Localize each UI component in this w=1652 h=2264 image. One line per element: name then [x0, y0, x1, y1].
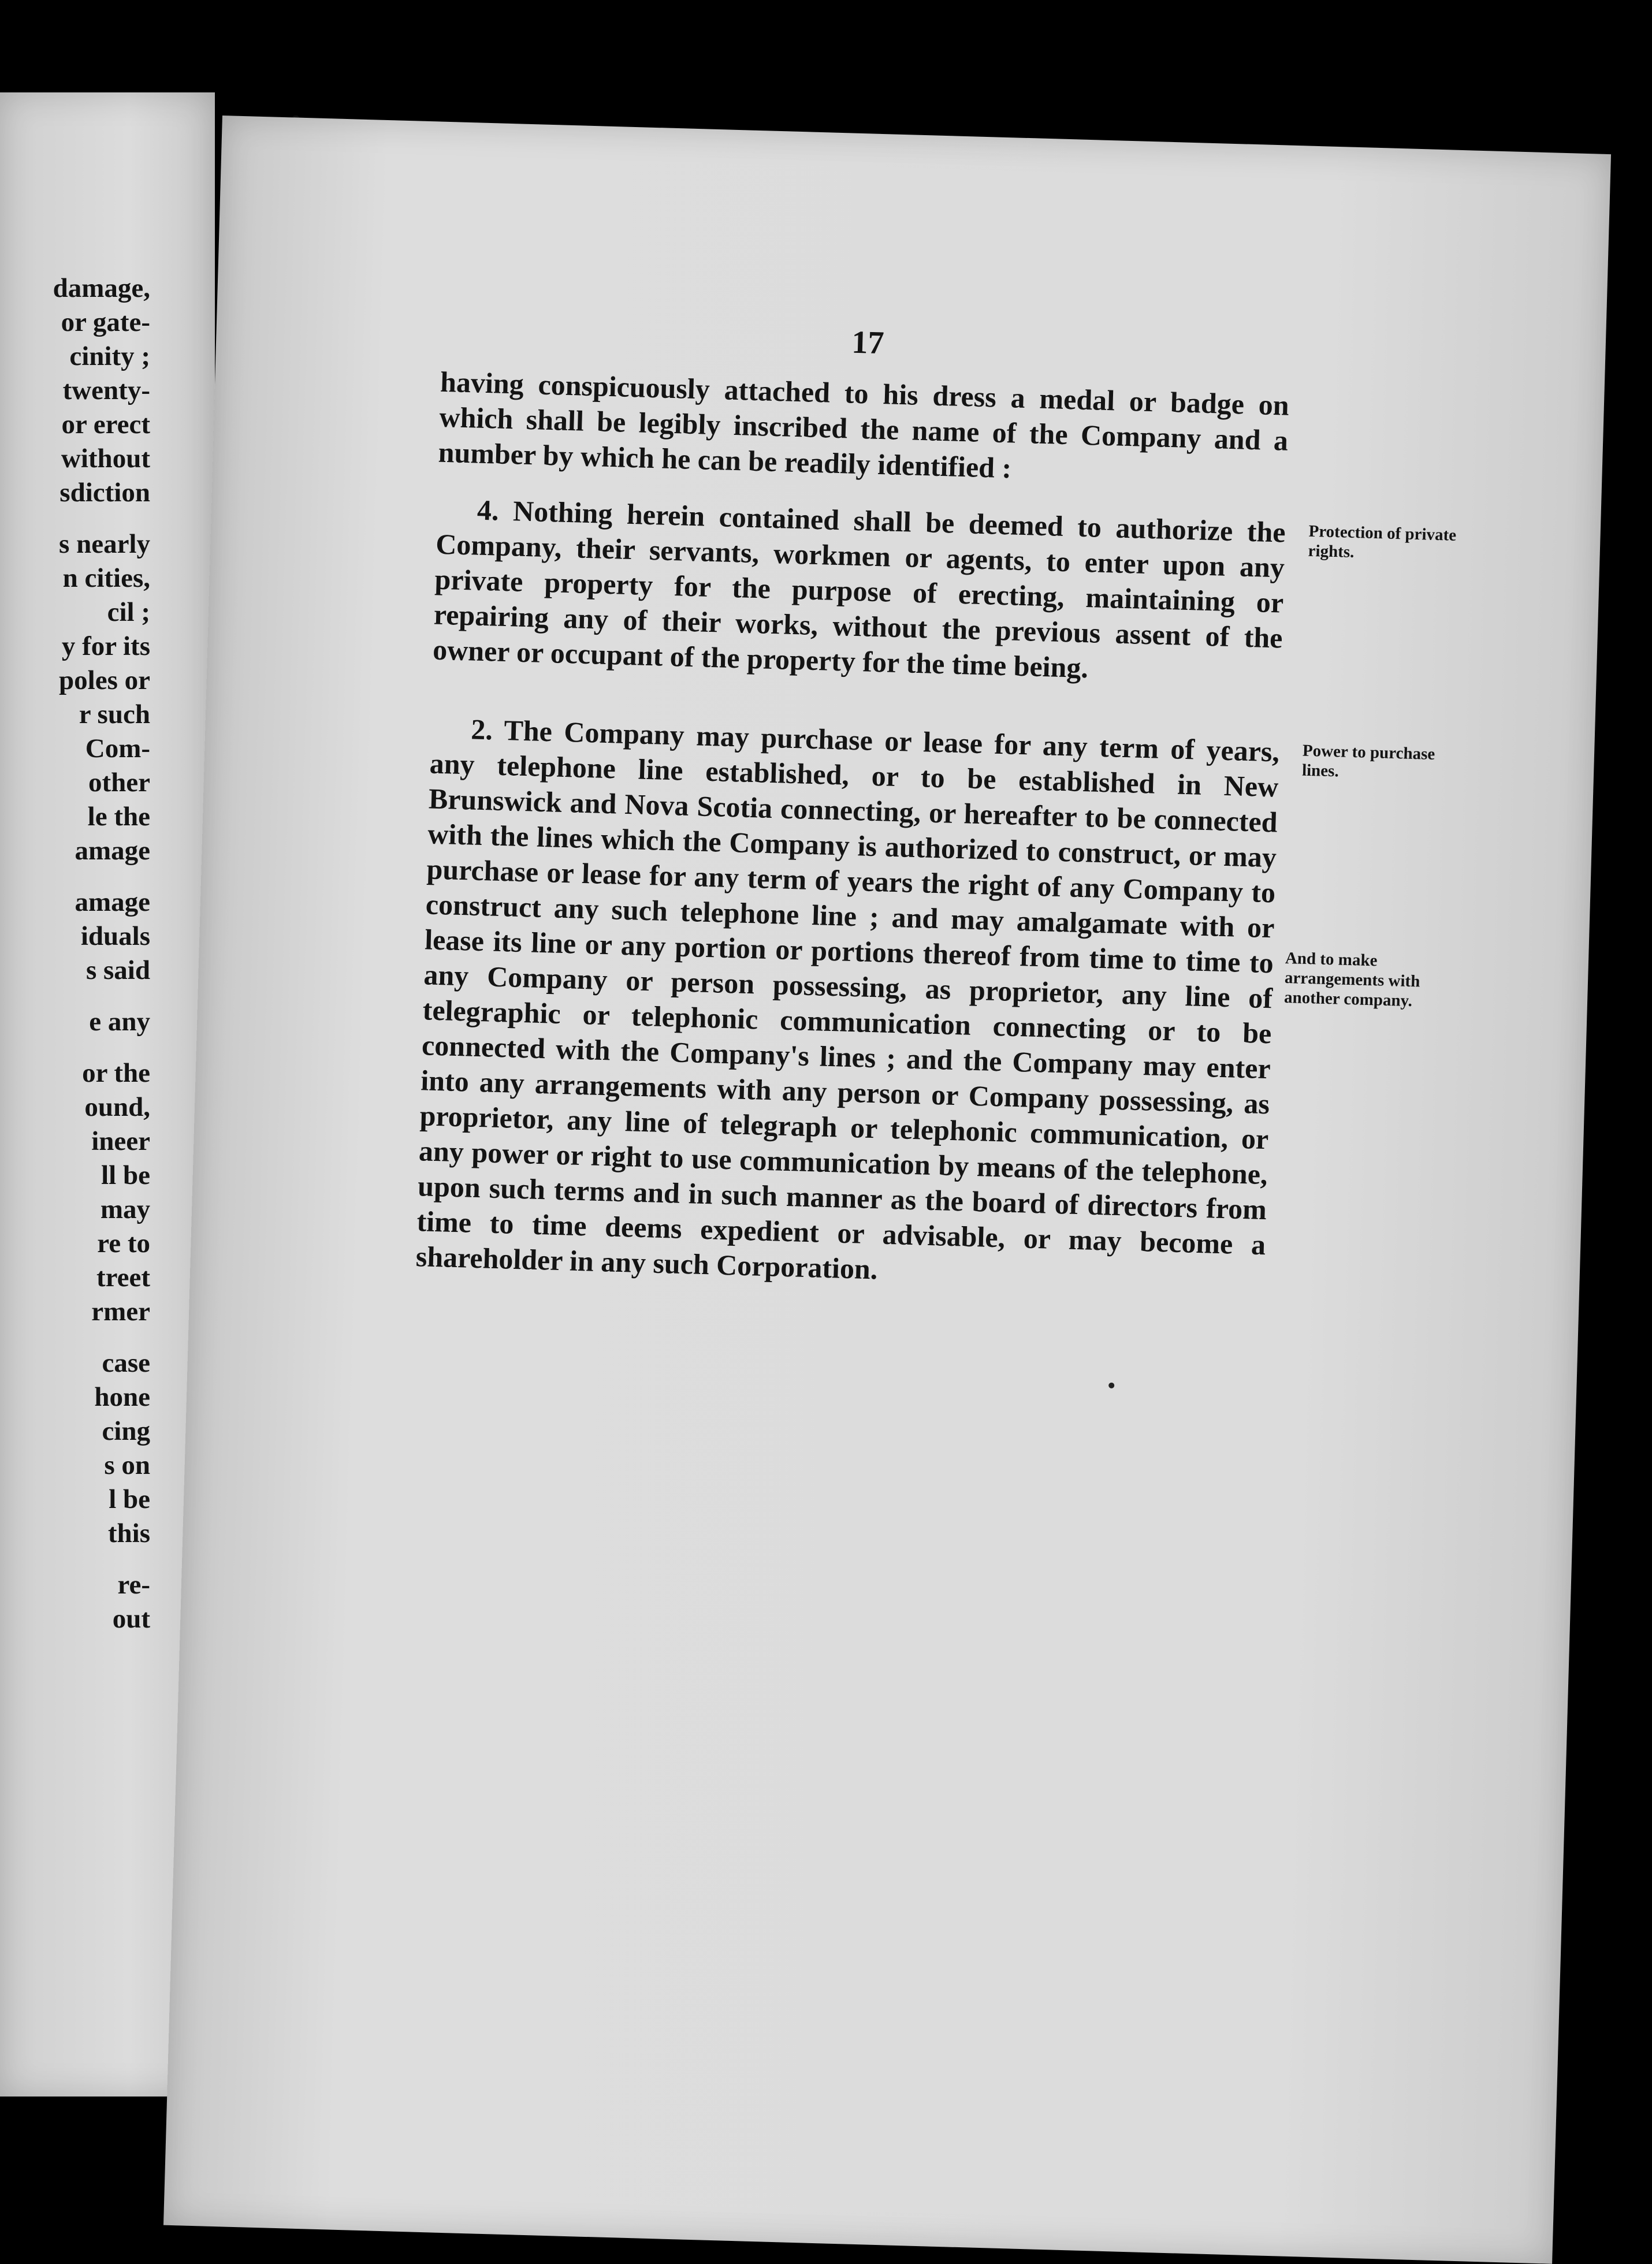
left-page-fragment: amage: [75, 887, 150, 917]
left-page-fragment: cing: [102, 1416, 150, 1446]
paragraph-continuation: [438, 364, 1290, 494]
left-page-fragment: s said: [85, 955, 150, 985]
left-page-fragment: may: [100, 1194, 150, 1224]
left-page-fragment: hone: [94, 1382, 150, 1412]
left-page-fragment: iduals: [80, 921, 150, 951]
left-page-fragment: l be: [109, 1484, 150, 1514]
left-page-fragment: treet: [96, 1263, 150, 1293]
left-page-fragment: re to: [97, 1228, 150, 1258]
paragraph-1: having conspicuously attached to his dress a medal or badge on which shall be legibly inscribed the name of the Company and a number by which he can be readily identified :: [438, 365, 1290, 485]
page-number: 17: [851, 324, 885, 362]
section-4-block: [432, 491, 1286, 691]
left-page-fragment: y for its: [61, 631, 150, 661]
marginal-note-power-to-purchase: Power to purchase lines.: [1301, 741, 1435, 781]
section-2-block: [415, 710, 1280, 1298]
left-page-fragment: or the: [82, 1058, 150, 1088]
left-page-fragment: out: [112, 1604, 150, 1634]
left-page-fragment: n cities,: [62, 563, 150, 593]
left-page-fragment: cil ;: [107, 597, 150, 627]
left-page-fragment: without: [61, 444, 150, 474]
left-page-fragment: rmer: [91, 1297, 150, 1327]
left-page-fragment: or gate-: [61, 307, 150, 337]
left-page-fragment: sdiction: [59, 478, 150, 508]
left-page-fragment: poles or: [59, 665, 150, 695]
left-page-fragment: ound,: [84, 1092, 150, 1122]
left-page-fragment: this: [107, 1518, 150, 1548]
right-page: [163, 116, 1611, 2264]
left-page-fragment: r such: [79, 699, 150, 729]
left-page-fragment: case: [102, 1348, 150, 1378]
left-page-fragment: ineer: [91, 1126, 150, 1156]
left-page-fragment: or erect: [61, 409, 150, 440]
left-page-fragment: damage,: [53, 273, 150, 303]
left-page-fragment: le the: [87, 802, 150, 832]
left-page-fragment: re-: [117, 1570, 150, 1600]
left-page-fragment: ll be: [101, 1160, 150, 1190]
left-page-fragment: e any: [89, 1007, 150, 1037]
left-page-fragment: s nearly: [59, 529, 150, 559]
left-page-fragment: amage: [75, 836, 150, 866]
left-page-fragment: cinity ;: [69, 341, 150, 371]
left-page-fragment: other: [88, 768, 150, 798]
paragraph-section-4: 4. Nothing herein contained shall be deemed to authorize the Company, their servants, workmen or agents, to enter upon any private property for the purpose of erecting, maintaining or repairing any of their works, without the previous assent of the owner or occupant of the property for the time being.: [432, 493, 1286, 684]
paragraph-section-2: 2. The Company may purchase or lease for any term of years, any telephone line established, or to be established in New Brunswick and Nova Scotia connecting, or hereafter to be connected with the lines which the Company is authorized to construct, or may purchase or lease for any term of years the right of any Company to construct any such telephone line ; and may amalgamate with or lease its line or any portion or portions thereof from time to time to any Company or person possessing, as proprietor, any line of telegraphic or telephonic communication connecting or to be connected with the Company's lines ; and the Company may enter into any arrangements with any person or Company possessing, as proprietor, any line of telegraph or telephonic communication, or any power or right to use communication by means of the telephone, upon such terms and in such manner as the board of directors from time to time deems expedient or advisable, or may become a shareholder in any such Corporation.: [415, 713, 1280, 1286]
marginal-note-protection: Protection of private rights.: [1308, 522, 1457, 561]
left-page-fragment: s on: [104, 1450, 150, 1480]
left-page-fragment: twenty-: [62, 375, 150, 405]
ink-speck: [1108, 1383, 1114, 1388]
marginal-note-arrangements: And to make arrangements with another company.: [1283, 948, 1420, 1011]
left-page-fragment: Com-: [85, 733, 150, 764]
